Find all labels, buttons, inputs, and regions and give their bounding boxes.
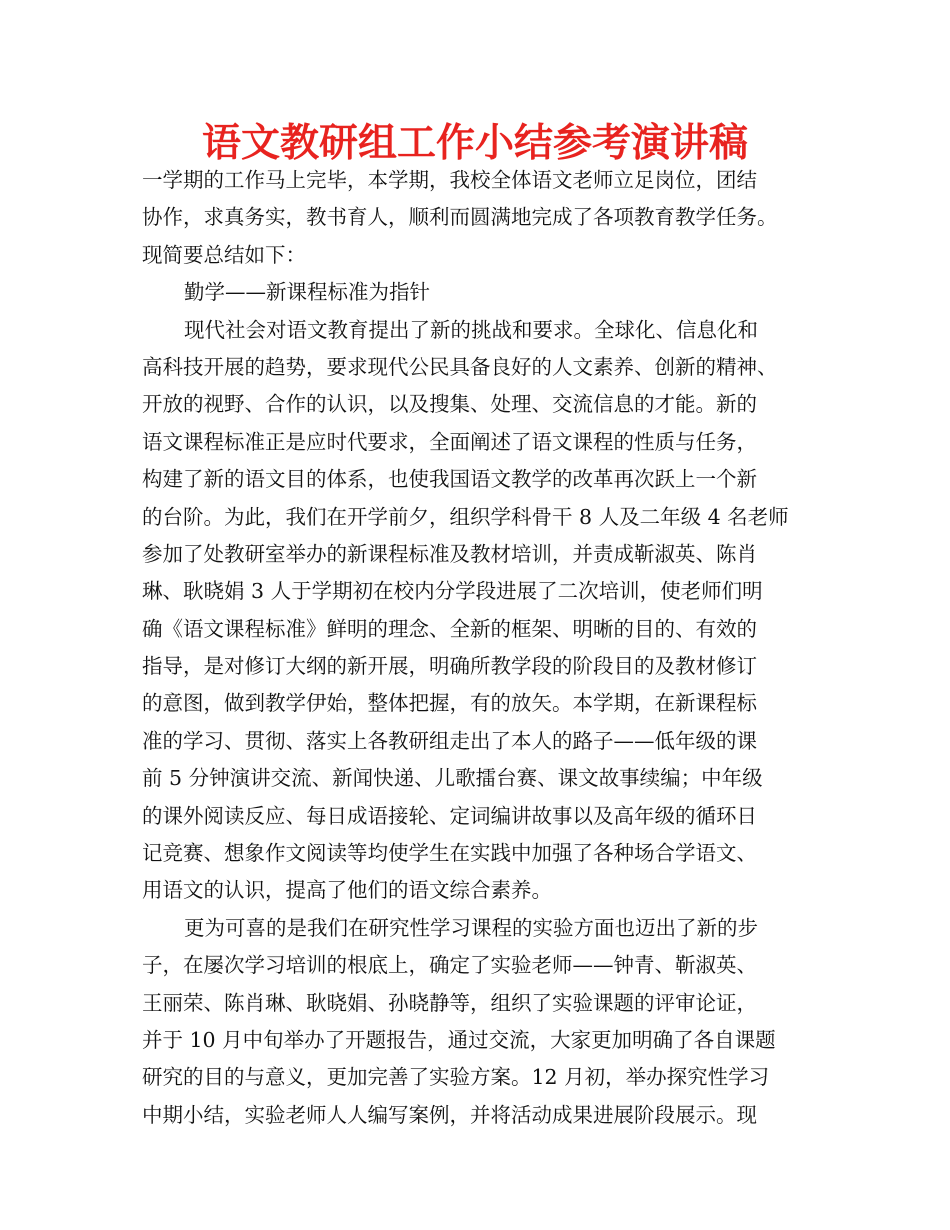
document-body	[142, 162, 822, 1134]
body-line: 前 5 分钟演讲交流、新闻快递、儿歌擂台赛、课文故事续编；中年级	[142, 766, 763, 791]
body-line: 中期小结，实验老师人人编写案例，并将活动成果进展阶段展示。现	[142, 1102, 757, 1127]
body-line: 现代社会对语文教育提出了新的挑战和要求。全球化、信息化和	[184, 317, 758, 342]
body-line: 语文课程标准正是应时代要求，全面阐述了语文课程的性质与任务，	[142, 429, 757, 454]
document-title: 语文教研组工作小结参考演讲稿	[201, 121, 748, 166]
body-line: 的意图，做到教学伊始，整体把握，有的放矢。本学期，在新课程标	[142, 691, 757, 716]
body-line: 开放的视野、合作的认识，以及搜集、处理、交流信息的才能。新的	[142, 392, 757, 417]
body-line: 并于 10 月中旬举办了开题报告，通过交流，大家更加明确了各自课题	[142, 1027, 776, 1052]
body-line: 构建了新的语文目的体系，也使我国语文教学的改革再次跃上一个新	[142, 467, 757, 492]
body-line: 更为可喜的是我们在研究性学习课程的实验方面也迈出了新的步	[184, 915, 758, 940]
body-line: 现简要总结如下：	[142, 242, 306, 267]
body-line: 王丽荣、陈肖琳、耿晓娟、孙晓静等，组织了实验课题的评审论证，	[142, 990, 757, 1015]
body-line: 的台阶。为此，我们在开学前夕，组织学科骨干 8 人及二年级 4 名老师	[142, 504, 789, 529]
body-line: 一学期的工作马上完毕，本学期，我校全体语文老师立足岗位，团结	[142, 168, 757, 192]
body-line: 用语文的认识，提高了他们的语文综合素养。	[142, 878, 552, 903]
body-line: 记竞赛、想象作文阅读等均使学生在实践中加强了各种场合学语文、	[142, 841, 757, 866]
body-line: 高科技开展的趋势，要求现代公民具备良好的人文素养、创新的精神、	[142, 354, 778, 379]
body-line: 参加了处教研室举办的新课程标准及教材培训，并责成靳淑英、陈肖	[142, 541, 757, 566]
body-line: 琳、耿晓娟 3 人于学期初在校内分学段进展了二次培训，使老师们明	[142, 579, 763, 604]
body-line: 勤学——新课程标准为指针	[184, 280, 430, 305]
body-line: 准的学习、贯彻、落实上各教研组走出了本人的路子——低年级的课	[142, 728, 757, 753]
body-line: 协作，求真务实，教书育人，顺利而圆满地完成了各项教育教学任务。	[142, 205, 778, 230]
body-line: 确《语文课程标准》鲜明的理念、全新的框架、明晰的目的、有效的	[142, 616, 757, 641]
body-line: 研究的目的与意义，更加完善了实验方案。12 月初，举办探究性学习	[142, 1065, 770, 1090]
body-line: 指导，是对修订大纲的新开展，明确所教学段的阶段目的及教材修订	[142, 654, 757, 679]
body-line: 的课外阅读反应、每日成语接轮、定词编讲故事以及高年级的循环日	[142, 803, 757, 828]
body-line: 子，在屡次学习培训的根底上，确定了实验老师——钟青、靳淑英、	[142, 953, 757, 978]
